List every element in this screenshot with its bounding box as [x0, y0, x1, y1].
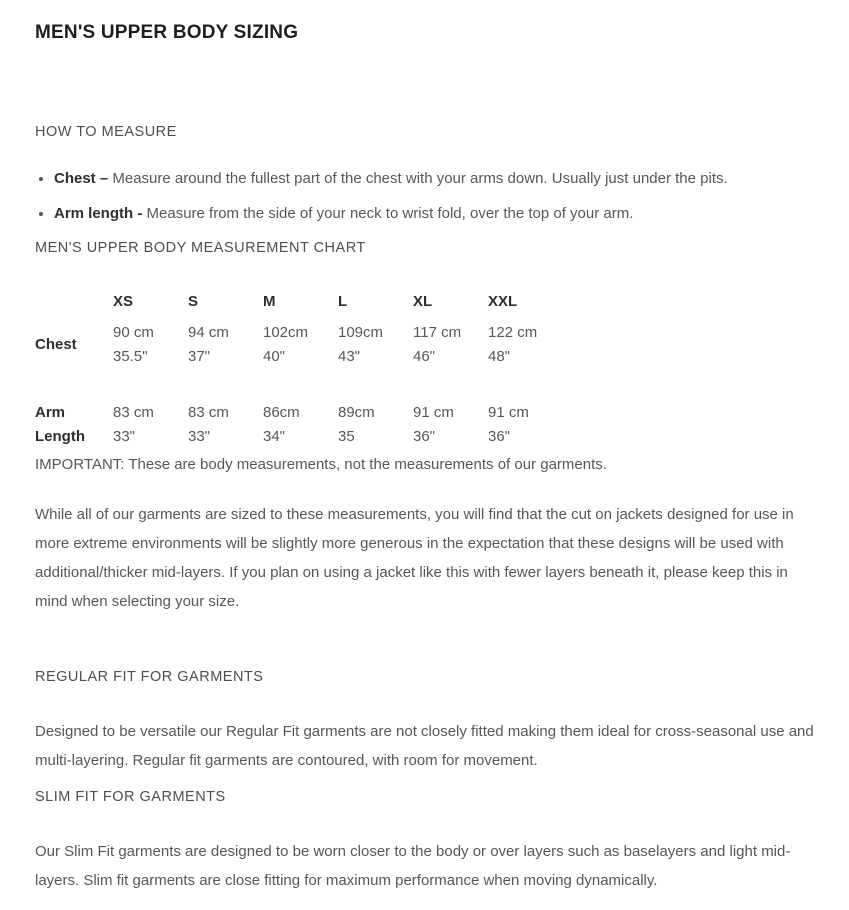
chest-cell-xl: [413, 321, 488, 369]
arm-xs-cm: 83 cm: [113, 404, 154, 421]
measure-instructions-list: [35, 170, 820, 222]
table-corner-cell: [35, 293, 113, 310]
chest-instruction: Measure around the fullest part of the chest with your arms down. Usually just under the pits.: [112, 170, 728, 187]
chest-m-cm: 102cm: [263, 324, 309, 341]
column-header-xs: XS: [113, 293, 134, 310]
arm-xxl-cm: 91 cm: [488, 404, 529, 421]
chest-cell-xs: [113, 321, 188, 369]
arm-cell-m: [263, 401, 338, 449]
important-note: IMPORTANT: These are body measurements, not the measurements of our garments.: [35, 456, 607, 473]
table-row-chest: [35, 321, 820, 369]
chest-xs-in: 35.5": [113, 348, 148, 365]
column-header-xxl: XXL: [488, 293, 518, 310]
row-label-arm-length: Arm Length: [35, 404, 85, 445]
arm-cell-xxl: [488, 401, 563, 449]
arm-xs-in: 33": [113, 428, 136, 445]
chest-s-cm: 94 cm: [188, 324, 229, 341]
arm-length-instruction: Measure from the side of your neck to wrist fold, over the top of your arm.: [146, 205, 634, 222]
arm-xl-in: 36": [413, 428, 436, 445]
column-header-xl: XL: [413, 293, 433, 310]
column-header-m: M: [263, 293, 276, 310]
chest-xxl-cm: 122 cm: [488, 324, 538, 341]
measurement-chart-heading: MEN'S UPPER BODY MEASUREMENT CHART: [35, 240, 366, 256]
how-to-measure-heading: HOW TO MEASURE: [35, 124, 177, 140]
list-item-arm-length: [54, 205, 820, 222]
column-header-s: S: [188, 293, 199, 310]
chest-m-in: 40": [263, 348, 286, 365]
chest-xl-cm: 117 cm: [413, 324, 462, 341]
arm-xl-cm: 91 cm: [413, 404, 454, 421]
arm-s-cm: 83 cm: [188, 404, 229, 421]
chest-cell-m: [263, 321, 338, 369]
row-label-chest: Chest: [35, 336, 77, 353]
table-header-row: [35, 293, 820, 310]
arm-m-cm: 86cm: [263, 404, 300, 421]
chest-term: Chest –: [54, 170, 109, 187]
sizing-note-paragraph: While all of our garments are sized to these measurements, you will find that the cut on jackets designed for use in more extreme environments will be slightly more generous in the expectation that these designs will be used with additional/thicker mid-layers. If you plan on using a jacket like this with fewer layers beneath it, please keep this in mind when selecting your size.: [35, 506, 794, 610]
chest-l-cm: 109cm: [338, 324, 384, 341]
regular-fit-heading: REGULAR FIT FOR GARMENTS: [35, 669, 264, 685]
chest-xxl-in: 48": [488, 348, 511, 365]
page-title: MEN'S UPPER BODY SIZING: [35, 22, 299, 43]
arm-s-in: 33": [188, 428, 211, 445]
regular-fit-paragraph: Designed to be versatile our Regular Fit garments are not closely fitted making them ideal for cross-seasonal use and multi-layering. Regular fit garments are contoured, with room for movement.: [35, 723, 814, 769]
arm-cell-xl: [413, 401, 488, 449]
chest-xl-in: 46": [413, 348, 436, 365]
arm-m-in: 34": [263, 428, 286, 445]
chest-cell-l: [338, 321, 413, 369]
arm-xxl-in: 36": [488, 428, 511, 445]
list-item-chest: [54, 170, 820, 187]
slim-fit-paragraph: Our Slim Fit garments are designed to be worn closer to the body or over layers such as baselayers and light mid-layers. Slim fit garments are close fitting for maximum performance when moving dynamically.: [35, 843, 791, 889]
chest-l-in: 43": [338, 348, 361, 365]
column-header-l: L: [338, 293, 348, 310]
slim-fit-heading: SLIM FIT FOR GARMENTS: [35, 789, 226, 805]
table-row-arm-length: [35, 401, 820, 449]
arm-l-cm: 89cm: [338, 404, 375, 421]
chest-cell-xxl: [488, 321, 563, 369]
arm-cell-xs: [113, 401, 188, 449]
chest-s-in: 37": [188, 348, 211, 365]
arm-cell-l: [338, 401, 413, 449]
arm-cell-s: [188, 401, 263, 449]
arm-l-in: 35: [338, 428, 355, 445]
arm-length-term: Arm length -: [54, 205, 143, 222]
chest-xs-cm: 90 cm: [113, 324, 154, 341]
measurement-table: [35, 293, 820, 449]
chest-cell-s: [188, 321, 263, 369]
